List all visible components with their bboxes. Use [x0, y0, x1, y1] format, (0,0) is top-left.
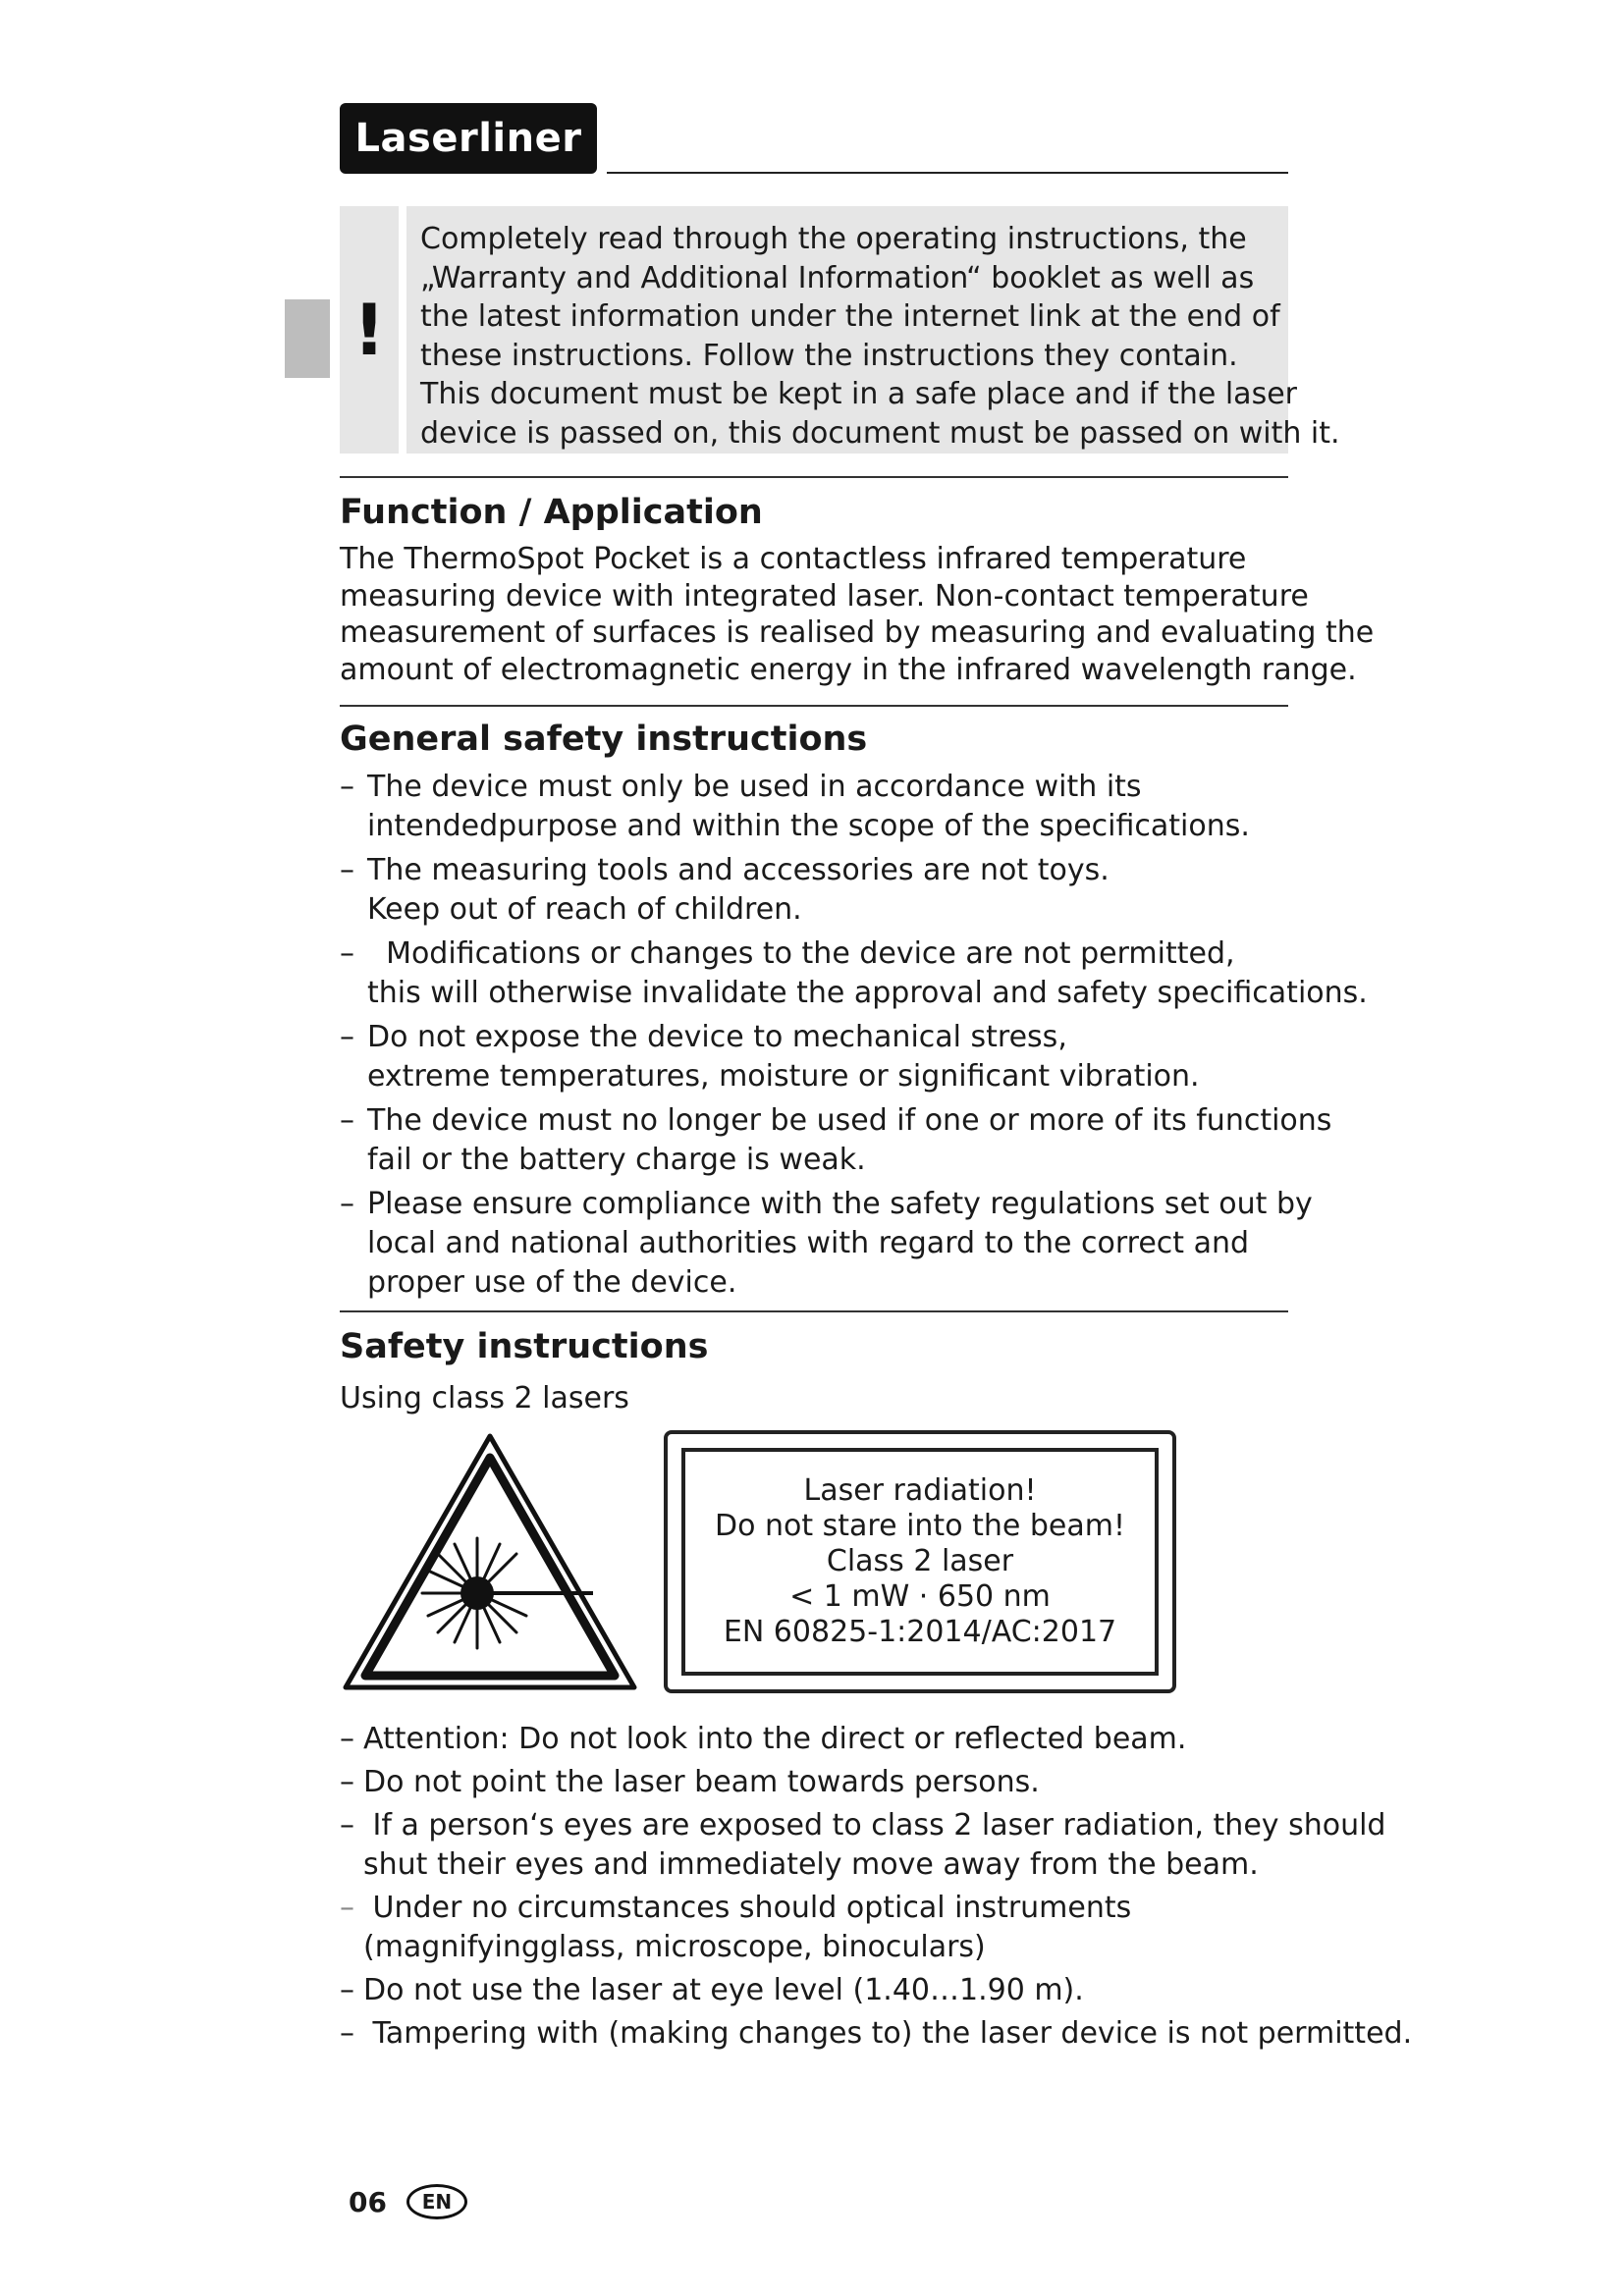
dash-bullet: – [340, 1020, 354, 1054]
list-item-text: fail or the battery charge is weak. [367, 1143, 866, 1177]
label-line: Class 2 laser [826, 1544, 1014, 1578]
general-safety-list [340, 768, 1368, 1308]
list-item [340, 1806, 1386, 1885]
list-item-text: Please ensure compliance with the safety regulations set out by [367, 1187, 1313, 1221]
safety-list [340, 1720, 1413, 2057]
list-item [340, 851, 1312, 930]
laser-class-label [664, 1430, 1176, 1693]
dash-bullet: – [340, 770, 354, 804]
dash-bullet: – [340, 1973, 354, 2007]
list-item [340, 1971, 1312, 2010]
notice-line: device is passed on, this document must be passed on with it. [420, 415, 1340, 451]
notice-line: „Warranty and Additional Information“ booklet as well as [420, 260, 1255, 295]
list-item-text: (magnifyingglass, microscope, binoculars) [363, 1930, 986, 1964]
list-item-text: proper use of the device. [367, 1265, 737, 1300]
list-item [340, 1101, 1332, 1180]
page-number: 06 [349, 2185, 387, 2218]
list-item-text: Do not expose the device to mechanical stress, [367, 1020, 1067, 1054]
dash-bullet: – [340, 1103, 354, 1138]
header-rule [607, 172, 1288, 174]
list-item-text: intendedpurpose and within the scope of the specifications. [367, 809, 1250, 843]
list-item-text: Tampering with (making changes to) the laser device is not permitted. [363, 2016, 1413, 2051]
safety-subtitle: Using class 2 lasers [340, 1381, 629, 1415]
paragraph-line: The ThermoSpot Pocket is a contactless infrared temperature [340, 542, 1247, 576]
exclamation-icon: ! [340, 206, 399, 454]
label-line: EN 60825-1:2014/AC:2017 [723, 1615, 1117, 1649]
list-item [340, 1889, 1312, 1967]
notice-line: This document must be kept in a safe place and if the laser [420, 377, 1297, 411]
section-divider [340, 705, 1288, 707]
section-divider [340, 1310, 1288, 1312]
list-item-text: Modifications or changes to the device are not permitted, [367, 936, 1235, 971]
language-badge: EN [406, 2184, 467, 2219]
list-item-text: shut their eyes and immediately move away from the beam. [363, 1847, 1259, 1882]
label-line: < 1 mW · 650 nm [789, 1579, 1051, 1614]
list-item-text: Keep out of reach of children. [367, 892, 802, 927]
label-line: Do not stare into the beam! [714, 1509, 1125, 1543]
brand-logo: Laserliner [340, 103, 597, 174]
list-item [340, 768, 1312, 846]
laser-warning-icon [340, 1428, 640, 1695]
dash-bullet: – [340, 2016, 354, 2051]
list-item-text: extreme temperatures, moisture or significant vibration. [367, 1059, 1200, 1094]
list-item [340, 1185, 1312, 1303]
list-item [340, 1720, 1312, 1759]
list-item-text: The device must no longer be used if one or more of its functions [367, 1103, 1332, 1138]
notice-line: these instructions. Follow the instructions they contain. [420, 338, 1238, 373]
function-heading: Function / Application [340, 493, 763, 532]
paragraph-line: measurement of surfaces is realised by measuring and evaluating the [340, 615, 1375, 650]
dash-bullet: – [340, 1808, 354, 1842]
list-item [340, 2014, 1413, 2054]
notice-line: the latest information under the internet link at the end of [420, 299, 1280, 334]
dash-bullet: – [340, 1722, 354, 1756]
list-item-text: If a person‘s eyes are exposed to class 2 laser radiation, they should [363, 1808, 1386, 1842]
list-item-text: Do not use the laser at eye level (1.40…1.90 m). [363, 1973, 1084, 2007]
list-item [340, 1018, 1312, 1096]
safety-heading: Safety instructions [340, 1327, 709, 1366]
side-tab-marker [285, 299, 330, 378]
dash-bullet: – [340, 936, 354, 971]
notice-line: Completely read through the operating instructions, the [420, 222, 1247, 256]
label-line: Laser radiation! [803, 1473, 1037, 1508]
laser-class-label-inner [681, 1448, 1159, 1676]
paragraph-line: amount of electromagnetic energy in the infrared wavelength range. [340, 652, 1357, 687]
list-item-text: Do not point the laser beam towards persons. [363, 1765, 1040, 1799]
list-item-text: Attention: Do not look into the direct or reflected beam. [363, 1722, 1187, 1756]
dash-bullet: – [340, 1765, 354, 1799]
list-item-text: this will otherwise invalidate the approval and safety specifications. [367, 976, 1368, 1010]
paragraph-line: measuring device with integrated laser. Non-contact temperature [340, 578, 1309, 614]
dash-bullet: – [340, 1891, 354, 1925]
general-safety-heading: General safety instructions [340, 720, 868, 759]
list-item-text: local and national authorities with regard to the correct and [367, 1226, 1250, 1260]
list-item-text: Under no circumstances should optical instruments [363, 1891, 1132, 1925]
list-item [340, 934, 1368, 1013]
dash-bullet: – [340, 853, 354, 887]
dash-bullet: – [340, 1187, 354, 1221]
notice-box [406, 206, 1340, 454]
section-divider [340, 476, 1288, 478]
list-item-text: The measuring tools and accessories are not toys. [367, 853, 1110, 887]
function-paragraph [340, 541, 1375, 688]
list-item [340, 1763, 1312, 1802]
list-item-text: The device must only be used in accordance with its [367, 770, 1142, 804]
page-footer [349, 2184, 467, 2219]
